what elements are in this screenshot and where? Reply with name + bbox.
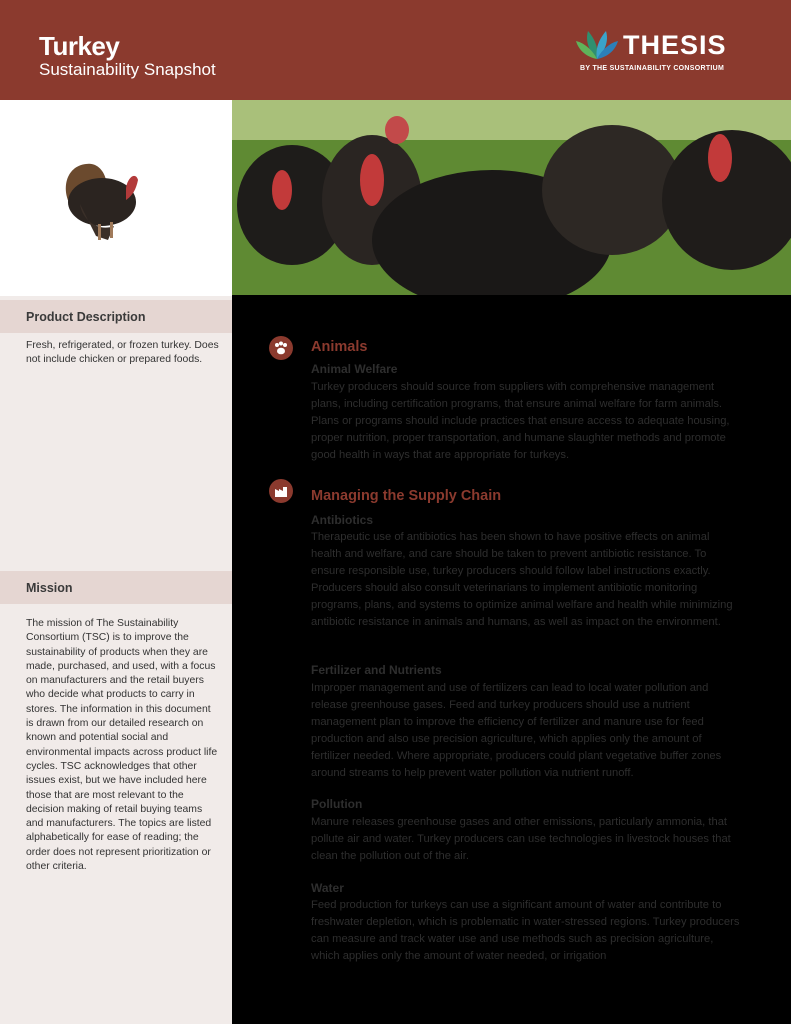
- page-subtitle: Sustainability Snapshot: [39, 60, 216, 79]
- page-header: [0, 0, 791, 100]
- factory-icon: [269, 479, 293, 503]
- page-title: Turkey: [39, 31, 120, 61]
- turkey-flock-illustration: [232, 100, 791, 295]
- mission-heading: Mission: [26, 581, 73, 595]
- pollution-text: Manure releases greenhouse gases and other emissions, particularly ammonia, that pollute air and water. Turkey producers can use technologies in livestock houses that clean the pollution out of the air.: [311, 816, 731, 862]
- logo-tagline: BY THE SUSTAINABILITY CONSORTIUM: [580, 65, 725, 72]
- animal-welfare-title: Animal Welfare: [311, 362, 398, 376]
- thesis-logo: [575, 27, 745, 77]
- animal-welfare-text: Turkey producers should source from suppliers with comprehensive management plans, including certification programs, that ensure animal welfare for farm animals. Plans or programs should include practices that ensure access to adequate housing, proper nutrition, proper transportation, and humane slaughter methods and promote good health in ways that are appropriate for turkeys.: [311, 381, 730, 461]
- animals-heading: Animals: [311, 339, 368, 355]
- fertilizer-text: Improper management and use of fertilizers can lead to local water pollution and release greenhouse gases. Feed and turkey producers should use a nutrient management plan to improve the efficiency of fertilizer and manure use for feed production and also use precision agriculture, which applies only the amount of fertilizer needed. Where appropriate, producers could plant vegetative buffer zones around streams to help prevent water pollution via nutrient runoff.: [311, 682, 722, 779]
- water-text: Feed production for turkeys can use a significant amount of water and contribute to freshwater depletion, which is problematic in water-stressed regions. Turkey producers can measure and track water use and use methods such as precision agriculture, which applies only the amount of water needed, or irrigation: [311, 899, 740, 962]
- turkey-thumbnail: [0, 100, 232, 296]
- product-description-header: [0, 300, 232, 333]
- logo-wordmark: THESIS: [623, 30, 727, 60]
- pollution-title: Pollution: [311, 797, 363, 811]
- antibiotics-title: Antibiotics: [311, 513, 373, 527]
- paw-icon: [269, 336, 293, 360]
- turkey-illustration: [0, 100, 232, 296]
- sidebar: [0, 100, 232, 1024]
- fertilizer-title: Fertilizer and Nutrients: [311, 663, 442, 677]
- product-description-text: Fresh, refrigerated, or frozen turkey. Does not include chicken or prepared foods.: [26, 340, 219, 366]
- mission-header: [0, 571, 232, 604]
- water-title: Water: [311, 881, 344, 895]
- leaf-logo-icon: [575, 27, 619, 61]
- product-description-heading: Product Description: [26, 310, 146, 324]
- turkeys-photo: [232, 100, 791, 295]
- antibiotics-text: Therapeutic use of antibiotics has been shown to have positive effects on animal health and welfare, and care should be taken to prevent antibiotic resistance. To ensure responsible use, turkey producers should follow label instructions exactly. Producers should also consult veterinarians to implement antibiotic monitoring programs, plans, and systems to optimize animal welfare and health while minimizing antibiotic resistance in animals and humans, as well as impact on the environment.: [311, 531, 733, 628]
- supply-chain-heading: Managing the Supply Chain: [311, 488, 502, 504]
- mission-text: The mission of The Sustainability Consortium (TSC) is to improve the sustainability of products when they are made, purchased, and used, with a focus on manufacturers and the retail buyers who decide what products to carry in stores. The information in this document is drawn from our detailed research on known and potential social and environmental impacts across product life cycles. TSC acknowledges that other issues exist, but we have included here those that are most relevant to the decision making of retail buying teams and manufacturers. The topics are listed alphabetically for ease of reading; the order does not represent prioritization or other criteria.: [26, 618, 218, 873]
